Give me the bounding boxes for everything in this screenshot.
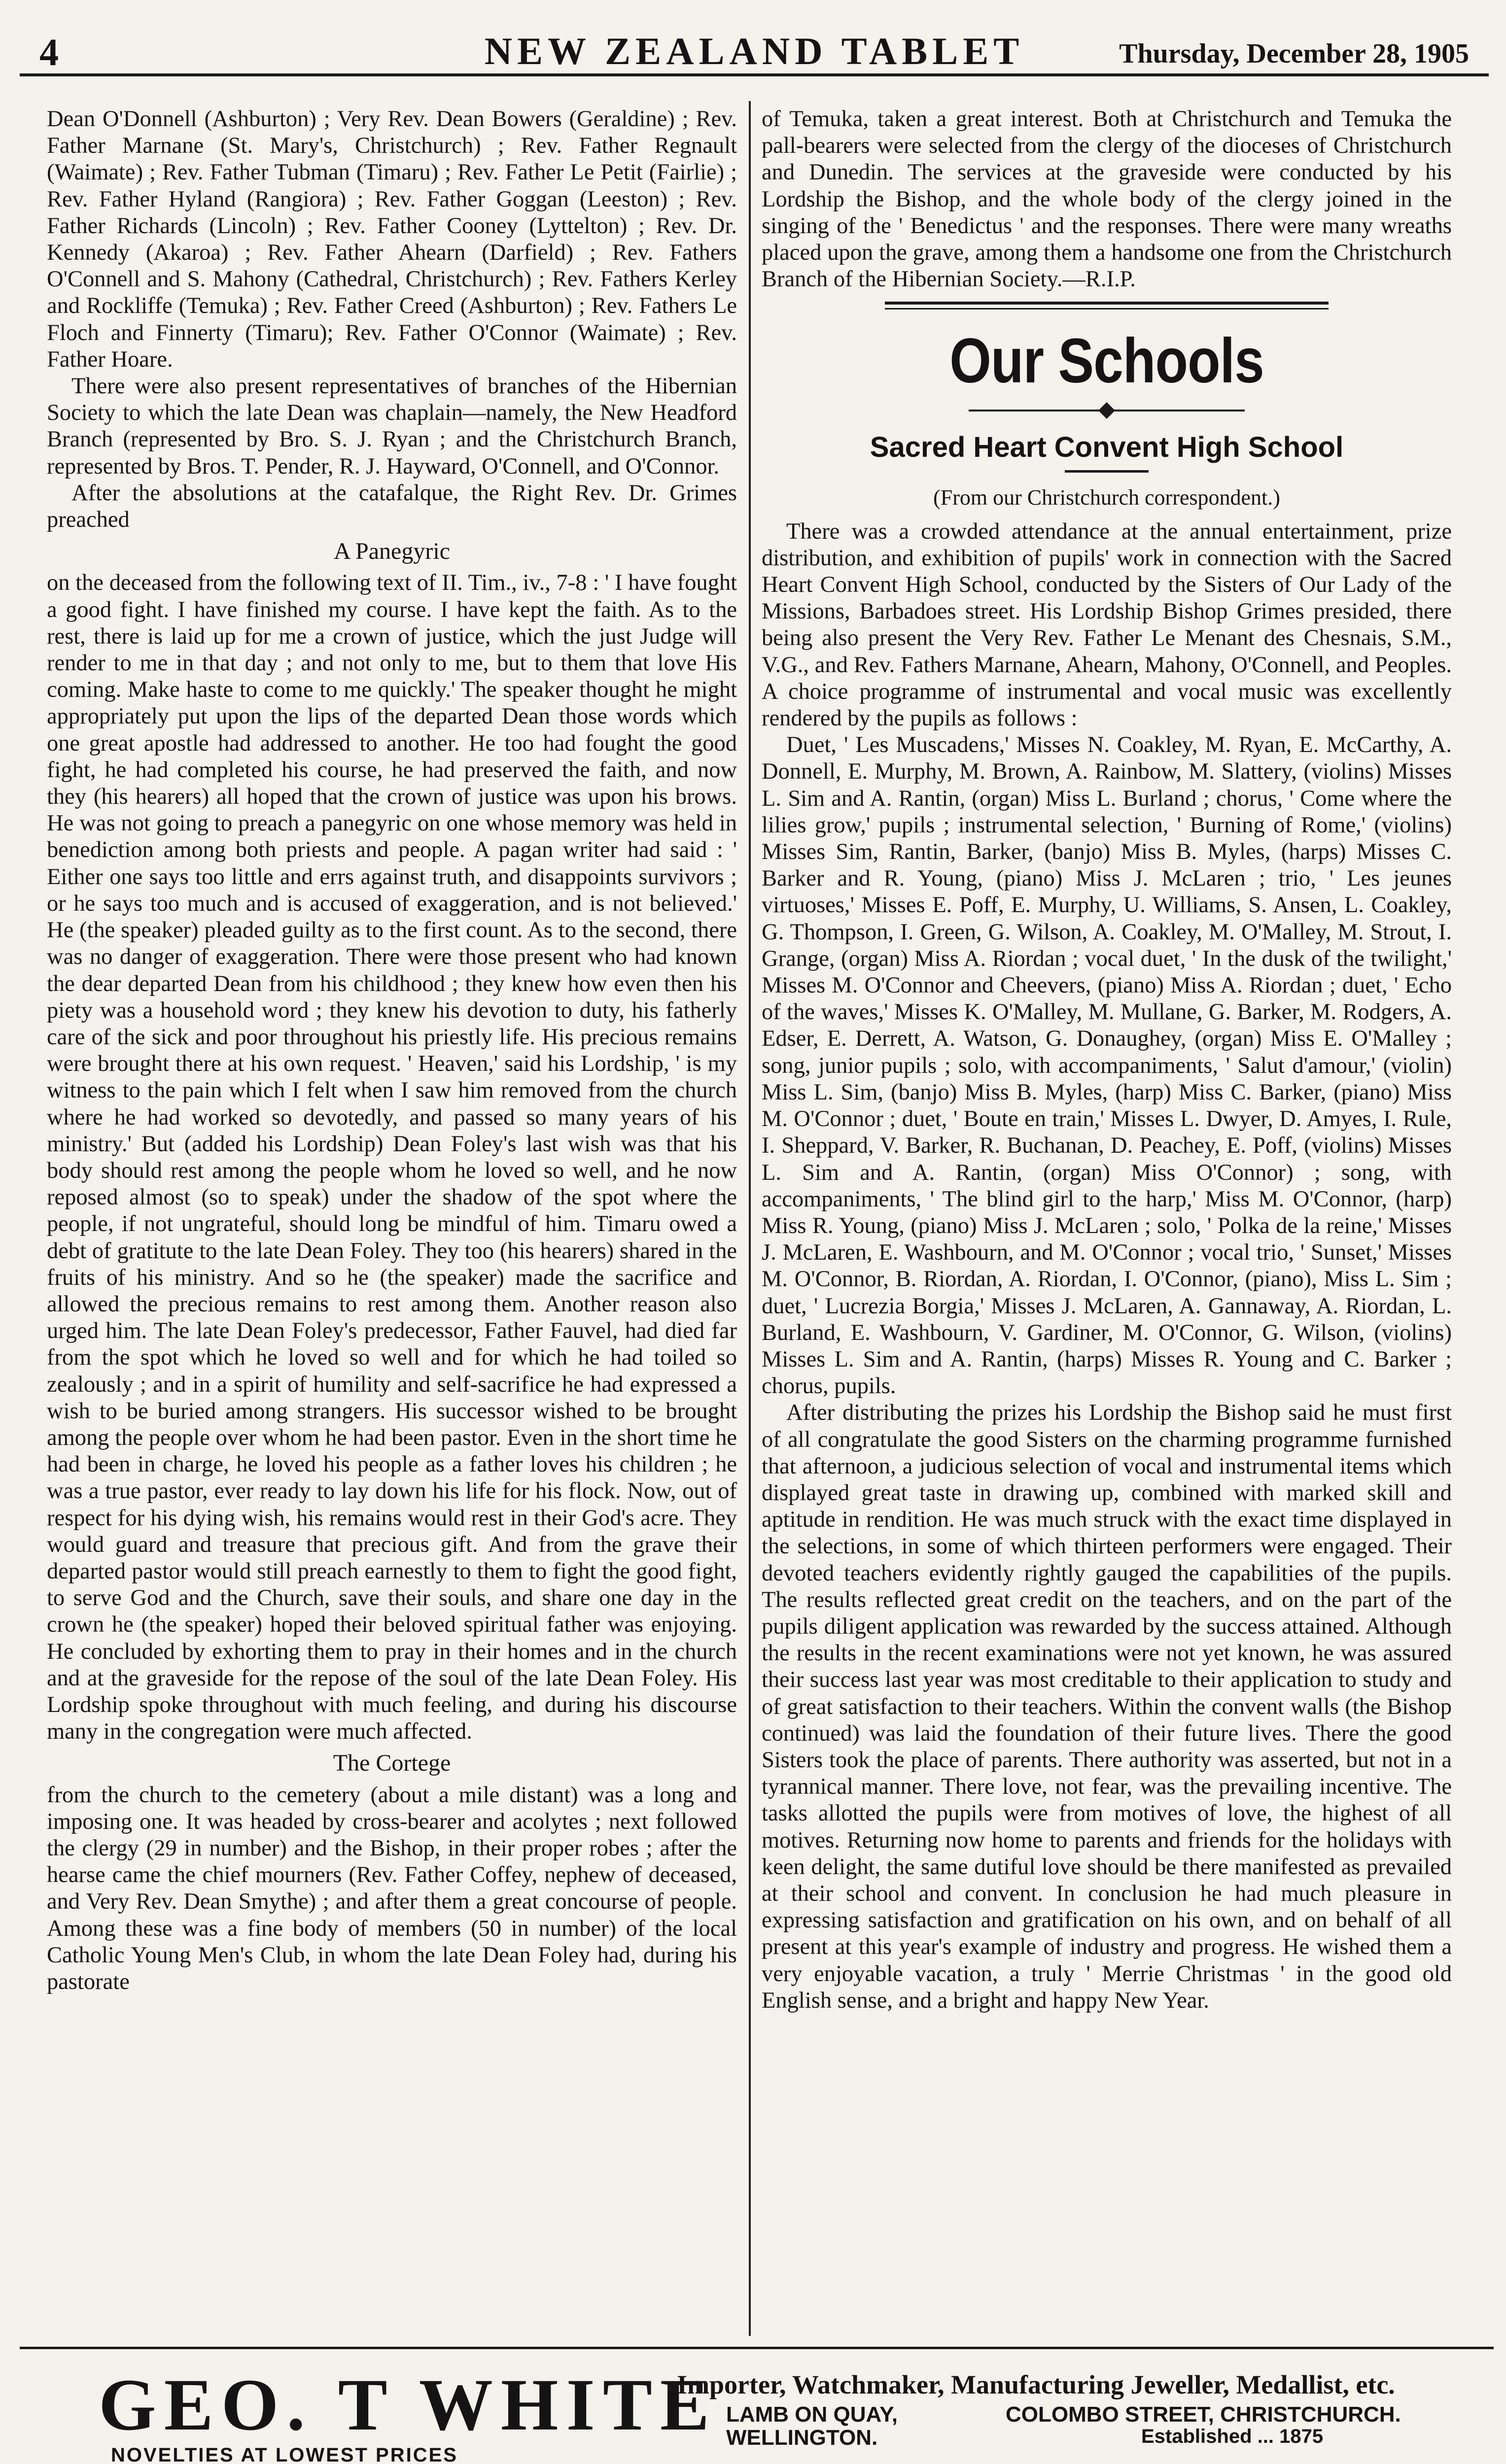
title-rule (1065, 470, 1149, 473)
byline: (From our Christchurch correspondent.) (933, 485, 1280, 510)
panegyric-subhead: A Panegyric (334, 538, 450, 565)
diamond-ornament (969, 403, 1245, 418)
advertisement (47, 2365, 1491, 2464)
hibernian-paragraph: There were also present representatives of branches of the Hibernian Society to which the late Dean was chaplain—namely, the New Headford Branch (represented by Bro. S. J. Ryan ; and the Christchurch Branch, represented by Bros. T. Pender, R. J. Hayward, O'Connell, and O'Connor. (47, 374, 737, 479)
ad-established: Established ... 1875 (1141, 2426, 1324, 2447)
ad-name: GEO. T WHITE (99, 2364, 717, 2446)
footer-rule (20, 2347, 1494, 2349)
bishop-address-paragraph: After distributing the prizes his Lordship the Bishop said he must first of all congratulate the good Sisters on the charming programme furnished that afternoon, a judicious selection of vocal and instrumental items which displayed great taste in drawing up, combined with marked skill and aptitude in rendition. He was much struck with the exact time displayed in the selections, in some of which thirteen performers were engaged. Their devoted teachers evidently rightly gauged the capabilities of the pupils. The results reflected great credit on the teachers, and on the part of the pupils diligent application was rewarded by the success attained. Although the results in the recent examinations were not yet known, he was assured their success last year was most creditable to their application to study and of great satisfaction to their teachers. Within the convent walls (the Bishop continued) was laid the foundation of their future lives. There the good Sisters took the place of parents. There authority was asserted, but not in a tyrannical manner. There love, not fear, was the prevailing incentive. The tasks allotted the pupils were from motives of love, the highest of all motives. Returning now home to parents and friends for the holidays with keen delight, the same dutiful love should be there manifested as prevailed at their school and convent. In conclusion he had much pleasure in expressing satisfaction and gratification on his own, and on behalf of all present at this year's example of industry and progress. He wished them a very enjoyable vacation, a truly ' Merrie Christmas ' in the good old English sense, and a bright and happy New Year. (762, 1400, 1452, 2013)
ad-address-line1: LAMB ON QUAY, (726, 2402, 898, 2427)
temuka-paragraph: of Temuka, taken a great interest. Both at Christchurch and Temuka the pall-bearers were selected from the clergy of the dioceses of Christchurch and Dunedin. The services at the graveside were conducted by his Lordship the Bishop, and the whole body of the clergy joined in the singing of the ' Benedictus ' and the responses. There were many wreaths placed upon the grave, among them a handsome one from the Christchurch Branch of the Hibernian Society.—R.I.P. (762, 106, 1452, 292)
page-number: 4 (39, 31, 59, 73)
section-header (762, 302, 1452, 511)
cortege-paragraph: from the church to the cemetery (about a mile distant) was a long and imposing one. It was headed by cross-bearer and acolytes ; next followed the clergy (29 in number) and the Bishop, in their proper robes ; after the hearse came the chief mourners (Rev. Father Coffey, nephew of deceased, and Very Rev. Dean Smythe) ; and after them a great concourse of people. Among these was a fine body of members (50 in number) of the local Catholic Young Men's Club, in whom the late Dean Foley had, during his pastorate (47, 1782, 737, 1995)
article-title: Sacred Heart Convent High School (870, 431, 1344, 464)
column-divider (749, 101, 751, 2336)
section-title: Our Schools (949, 326, 1264, 397)
left-column (47, 106, 737, 1995)
cortege-subhead: The Cortege (333, 1750, 451, 1777)
clergy-list-paragraph: Dean O'Donnell (Ashburton) ; Very Rev. Dean Bowers (Geraldine) ; Rev. Father Marnane (St. Mary's, Christchurch) ; Rev. Father Regnault (Waimate) ; Rev. Father Tubman (Timaru) ; Rev. Father Le Petit (Fairlie) ; Rev. Father Hyland (Rangiora) ; Rev. Father Goggan (Leeston) ; Rev. Father Richards (Lincoln) ; Rev. Father Cooney (Lyttelton) ; Rev. Dr. Kennedy (Akaroa) ; Rev. Father Ahearn (Darfield) ; Rev. Fathers O'Connell and S. Mahony (Cathedral, Christchurch) ; Rev. Fathers Kerley and Rockliffe (Temuka) ; Rev. Father Creed (Ashburton) ; Rev. Fathers Le Floch and Finnerty (Timaru); Rev. Father O'Connor (Waimate) ; Rev. Father Hoare. (47, 106, 737, 372)
ad-street: COLOMBO STREET, CHRISTCHURCH. (1006, 2402, 1401, 2427)
attendance-paragraph: There was a crowded attendance at the annual entertainment, prize distribution, and exhibition of pupils' work in connection with the Sacred Heart Convent High School, conducted by the Sisters of Our Lady of the Missions, Barbadoes street. His Lordship Bishop Grimes presided, there being also present the Very Rev. Father Le Menant des Chesnais, S.M., V.G., and Rev. Fathers Marnane, Ahearn, Mahony, O'Connell, and Peoples. A choice programme of instrumental and vocal music was excellently rendered by the pupils as follows : (762, 518, 1452, 731)
ad-address-line2: WELLINGTON. (726, 2426, 878, 2450)
ad-tagline: NOVELTIES AT LOWEST PRICES (111, 2444, 458, 2464)
section-rule (885, 302, 1329, 309)
ad-business: Importer, Watchmaker, Manufacturing Jeweller, Medallist, etc. (677, 2370, 1395, 2399)
programme-paragraph: Duet, ' Les Muscadens,' Misses N. Coakley, M. Ryan, E. McCarthy, A. Donnell, E. Murphy, M. Brown, A. Rainbow, M. Slattery, (violins) Misses L. Sim and A. Rantin, (organ) Miss L. Burland ; chorus, ' Come where the lilies grow,' pupils ; instrumental selection, ' Burning of Rome,' (violins) Misses Sim, Rantin, Barker, (banjo) Miss B. Myles, (harps) Misses C. Barker and R. Young, (piano) Miss J. McLaren ; trio, ' Les jeunes virtuoses,' Misses E. Poff, E. Murphy, U. Williams, S. Ansen, L. Coakley, G. Thompson, I. Green, G. Wilson, A. Coakley, M. O'Malley, M. Strout, I. Grange, (organ) Miss A. Riordan ; vocal duet, ' In the dusk of the twilight,' Misses M. O'Connor and Cheevers, (piano) Miss A. Riordan ; duet, ' Echo of the waves,' Misses K. O'Malley, M. Mullane, G. Barker, M. Rodgers, A. Edser, E. Derrett, A. Watson, G. Donaughey, (organ) Miss E. O'Malley ; song, junior pupils ; solo, with accompaniments, ' Salut d'amour,' (violin) Miss L. Sim, (banjo) Miss B. Myles, (harp) Miss C. Barker, (piano) Miss M. O'Connor ; duet, ' Boute en train,' Misses L. Dwyer, D. Amyes, I. Rule, I. Sheppard, V. Barker, R. Buchanan, D. Peachey, E. Poff, (violins) Misses L. Sim and A. Rantin, (organ) Miss O'Connor) ; song, with accompaniments, ' The blind girl to the harp,' Miss M. O'Connor, (harp) Miss R. Young, (piano) Miss J. McLaren ; solo, ' Polka de la reine,' Misses J. McLaren, E. Washbourn, and M. O'Connor ; vocal trio, ' Sunset,' Misses M. O'Connor, B. Riordan, A. Riordan, I. O'Connor, (piano), Miss L. Sim ; duet, ' Lucrezia Borgia,' Misses J. McLaren, A. Gannaway, A. Riordan, L. Burland, E. Washbourn, V. Gardiner, M. O'Connor, G. Wilson, (violins) Misses L. Sim and A. Rantin, (harps) Misses R. Young and C. Barker ; chorus, pupils. (762, 732, 1452, 1399)
diamond-icon (1098, 402, 1115, 419)
page-header (20, 27, 1489, 76)
panegyric-paragraph: on the deceased from the following text of II. Tim., iv., 7-8 : ' I have fought a good fight. I have finished my course. I have kept the faith. As to the rest, there is laid up for me a crown of justice, which the just Judge will render to me in that day ; and not only to me, but to them that love His coming. Make haste to come to me quickly.' The speaker thought he might appropriately put upon the lips of the departed Dean those words which one great apostle had addressed to another. He too had fought the good fight, he had completed his course, he had preserved the faith, and now they (his hearers) all hoped that the crown of justice was upon his brows. He was not going to preach a panegyric on one whose memory was held in benediction among both priests and people. A pagan writer had said : ' Either one says too little and errs against truth, and disappoints survivors ; or he says too much and is accused of exaggeration, and is not believed.' He (the speaker) pleaded guilty as to the first count. As to the second, there was no danger of exaggeration. There were those present who had known the dear departed Dean from his childhood ; they knew how even then his piety was a household word ; they knew his devotion to duty, his fatherly care of the sick and poor throughout his priestly life. His precious remains were brought there at his own request. ' Heaven,' said his Lordship, ' is my witness to the pain which I felt when I saw him removed from the church where he had worked so devotedly, and passed so many years of his ministry.' But (added his Lordship) Dean Foley's last wish was that his body should rest among the people whom he loved so well, and he now reposed almost (so to speak) under the shadow of the spot where the people, if not ungrateful, should long be mindful of him. Timaru owed a debt of gratitute to the late Dean Foley. They too (his hearers) shared in the fruits of his ministry. And so he (the speaker) made the sacrifice and allowed the precious remains to rest among them. Another reason also urged him. The late Dean Foley's predecessor, Father Fauvel, had died far from the spot which he loved so well and for which he had toiled so zealously ; and in a spirit of humility and self-sacrifice he had expressed a wish to be buried among strangers. His successor wished to be brought among the people over whom he had been pastor. Even in the short time he had been in charge, he loved his people as a father loves his children ; he was a true pastor, ever ready to lay down his life for his flock. Now, out of respect for his dying wish, his remains would rest in their God's acre. They would guard and treasure that precious gift. And from the grave their departed pastor would still preach earnestly to them to fight the good fight, to serve God and the Church, save their souls, and share one day in the crown he (the speaker) hoped their beloved spiritual father was enjoying. He concluded by exhorting them to pray in their homes and in the church and at the graveside for the repose of the soul of the late Dean Foley. His Lordship spoke throughout with much feeling, and during his discourse many in the congregation were much affected. (47, 570, 737, 1745)
dateline: Thursday, December 28, 1905 (1119, 38, 1469, 69)
absolutions-paragraph: After the absolutions at the catafalque, the Right Rev. Dr. Grimes preached (47, 480, 737, 533)
masthead: NEW ZEALAND TABLET (484, 30, 1024, 72)
right-column (762, 106, 1452, 2014)
